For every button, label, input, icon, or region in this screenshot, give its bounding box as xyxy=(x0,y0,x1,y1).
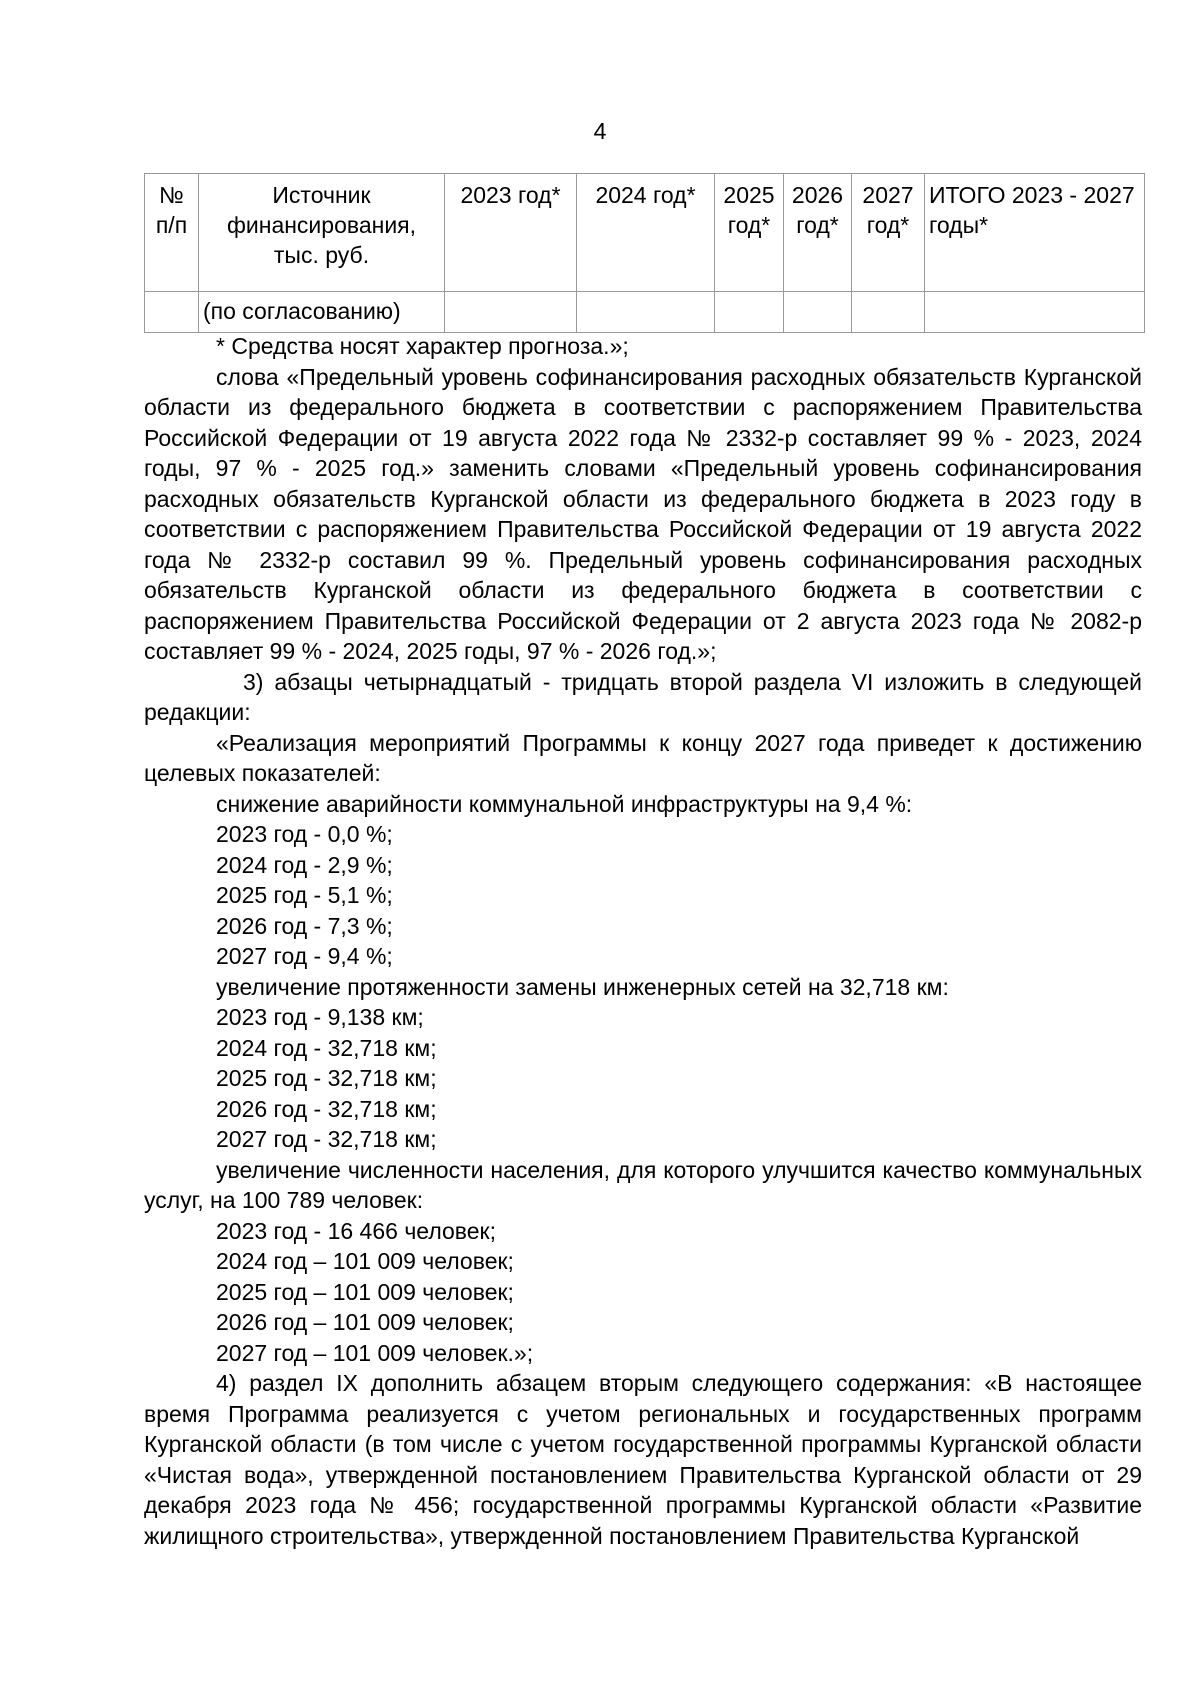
paragraph-item-4: 4) раздел IX дополнить абзацем вторым следующего содержания: «В настоящее время Программа реализуется с учетом региональных и государственных программ Курганской области (в том числе с учетом государственной программы Курганской области «Чистая вода», утвержденной постановлением Правительства Курганской области от 29 декабря 2023 года № 456; государственной программы Курганской области «Развитие жилищного строительства», утвержденной постановлением Правительства Курганской xyxy=(144,1370,1142,1549)
table-cell xyxy=(852,292,925,333)
footnote: * Средства носят характер прогноза.»; xyxy=(216,333,629,359)
indicator-title-networks: увеличение протяженности замены инженерных сетей на 32,718 км: xyxy=(216,973,949,1000)
paragraph-replacement: слова «Предельный уровень софинансирования расходных обязательств Курганской области из федерального бюджета в соответствии с распоряжением Правительства Российской Федерации от 19 августа 2022 года № 2332-р составляет 99 % - 2023, 2024 годы, 97 % - 2025 год.» заменить словами «Предельный уровень софинансирования расходных обязательств Курганской области из федерального бюджета в 2023 году в соответствии с распоряжением Правительства Российской Федерации от 19 августа 2022 года № 2332-р составил 99 %. Предельный уровень софинансирования расходных обязательств Курганской области из федерального бюджета в соответствии с распоряжением Правительства Российской Федерации от 2 августа 2023 года № 2082-р составляет 99 % - 2024, 2025 годы, 97 % - 2026 год.»; xyxy=(144,363,1142,664)
header-2025: 2025 год* xyxy=(715,174,784,292)
indicator-item: 2024 год - 32,718 км; xyxy=(216,1034,437,1061)
table-cell xyxy=(145,292,199,333)
header-2026: 2026 год* xyxy=(784,174,852,292)
indicator-title-accidents: снижение аварийности коммунальной инфраструктуры на 9,4 %: xyxy=(216,790,913,817)
table-cell xyxy=(715,292,784,333)
header-2023: 2023 год* xyxy=(445,174,577,292)
indicator-item: 2025 год - 5,1 %; xyxy=(216,882,393,908)
header-source: Источник финансирования, тыс. руб. xyxy=(199,174,445,292)
table-row xyxy=(145,292,1145,333)
indicator-title-population: увеличение численности населения, для которого улучшится качество коммунальных услуг, на 100 789 человек: xyxy=(144,1156,1142,1213)
indicator-item: 2025 год – 101 009 человек; xyxy=(216,1278,514,1305)
header-2024: 2024 год* xyxy=(577,174,715,292)
indicator-item: 2024 год - 2,9 %; xyxy=(216,851,393,878)
indicator-item: 2023 год - 0,0 %; xyxy=(216,821,393,847)
indicator-item: 2027 год - 32,718 км; xyxy=(216,1126,437,1152)
table-cell xyxy=(577,292,715,333)
table-header-row xyxy=(145,174,1145,292)
indicator-item: 2026 год – 101 009 человек; xyxy=(216,1309,514,1335)
header-total: ИТОГО 2023 - 2027 годы* xyxy=(925,174,1145,292)
paragraph-intro: «Реализация мероприятий Программы к концу 2027 года приведет к достижению целевых показателей: xyxy=(144,729,1142,786)
indicator-item: 2026 год - 7,3 %; xyxy=(216,912,393,939)
financing-table xyxy=(144,173,1145,333)
indicator-item: 2023 год - 16 466 человек; xyxy=(216,1217,497,1244)
header-number: № п/п xyxy=(145,174,199,292)
indicator-item: 2027 год – 101 009 человек.»; xyxy=(216,1339,534,1366)
table-cell xyxy=(445,292,577,333)
table-cell xyxy=(784,292,852,333)
document-body xyxy=(144,331,1142,1551)
paragraph-item-3: 3) абзацы четырнадцатый - тридцать второй раздела VI изложить в следующей редакции: xyxy=(144,668,1142,725)
indicator-item: 2026 год - 32,718 км; xyxy=(216,1095,437,1122)
indicator-item: 2023 год - 9,138 км; xyxy=(216,1004,424,1030)
table-cell xyxy=(925,292,1145,333)
indicator-item: 2024 год – 101 009 человек; xyxy=(216,1248,514,1274)
indicator-item: 2025 год - 32,718 км; xyxy=(216,1065,437,1091)
table-cell: (по согласованию) xyxy=(199,292,445,333)
header-2027: 2027 год* xyxy=(852,174,925,292)
indicator-item: 2027 год - 9,4 %; xyxy=(216,943,393,969)
page-number: 4 xyxy=(593,118,607,144)
